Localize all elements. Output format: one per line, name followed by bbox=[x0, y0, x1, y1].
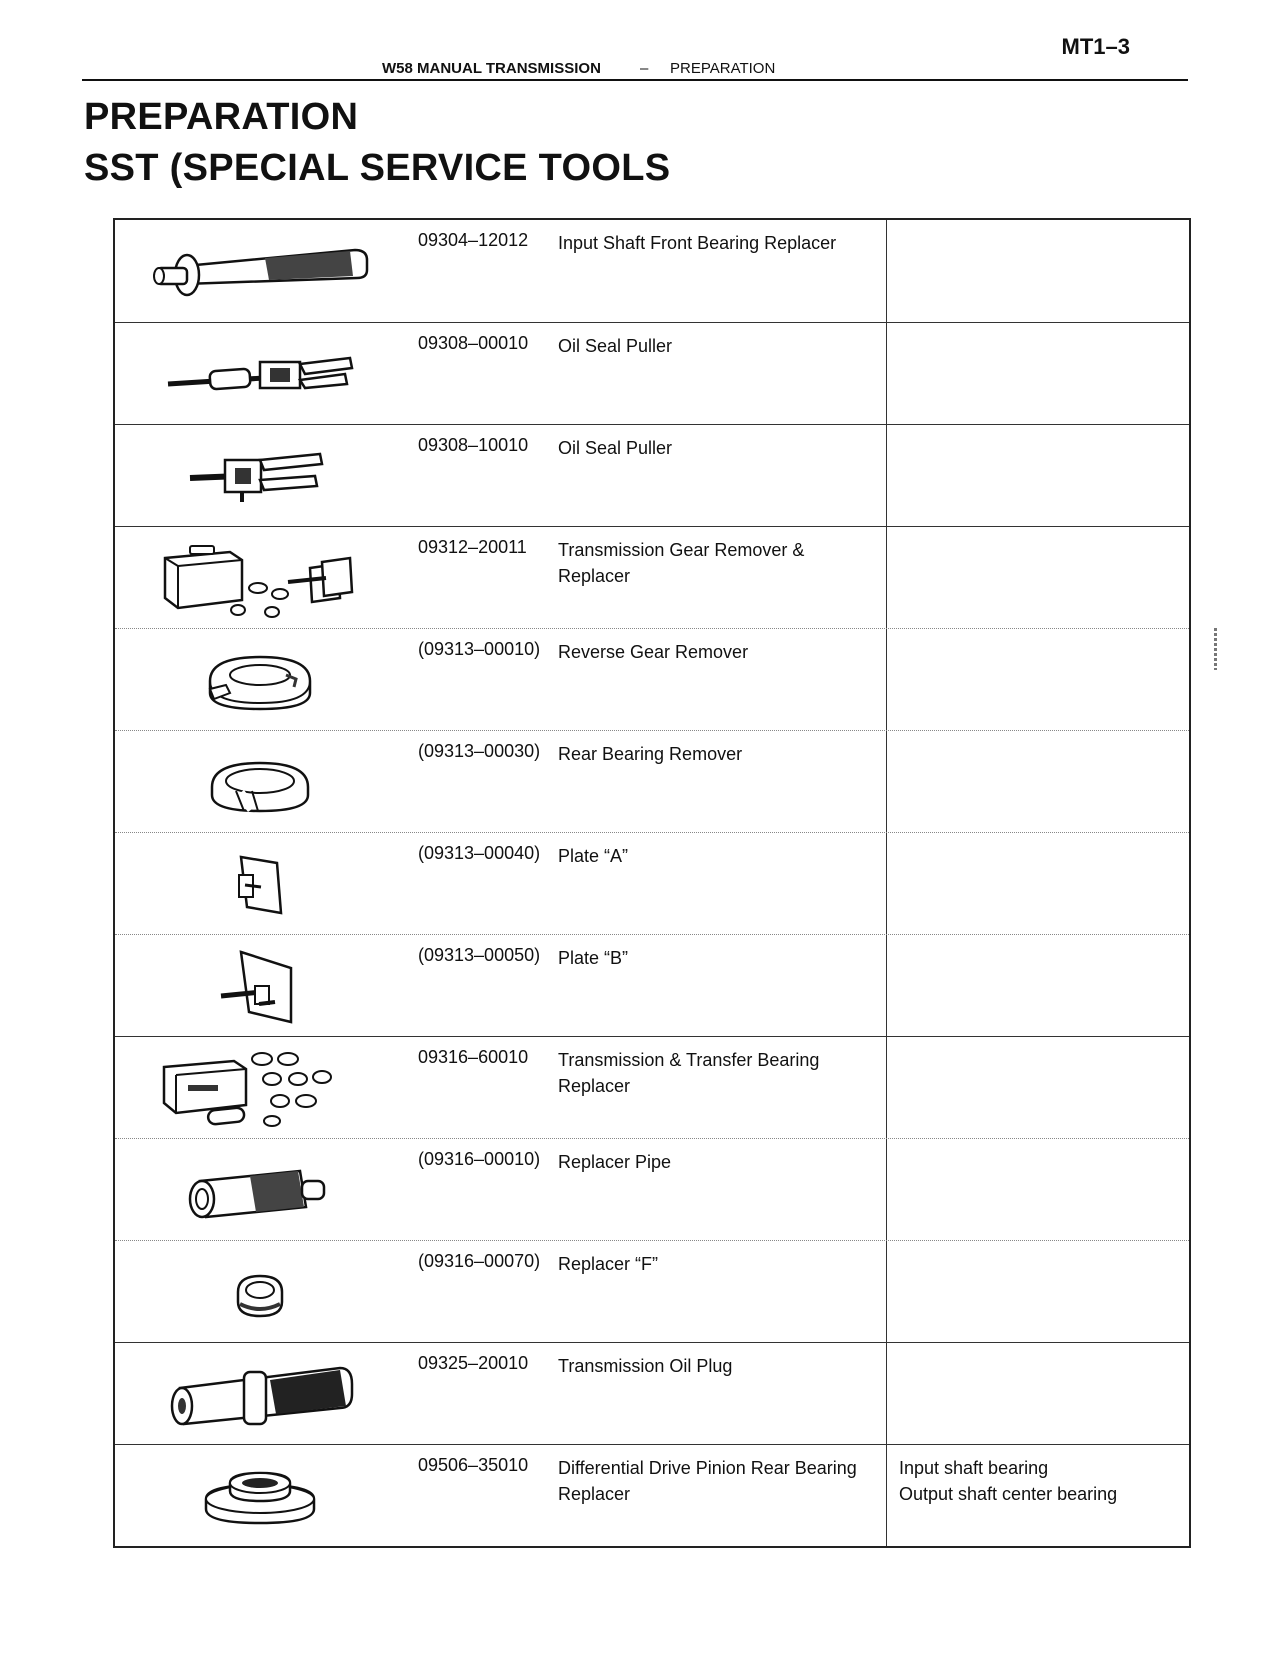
tool-row bbox=[115, 322, 1189, 424]
tool-row bbox=[115, 1444, 1189, 1546]
tool-note bbox=[886, 323, 1189, 424]
tool-name: Rear Bearing Remover bbox=[558, 744, 743, 764]
part-number: 09325–20010 bbox=[418, 1353, 529, 1373]
tool-illustration bbox=[115, 833, 405, 934]
part-number: (09313–00040) bbox=[418, 843, 541, 863]
tool-name: Differential Drive Pinion Rear Bearing Replacer bbox=[558, 1458, 857, 1504]
tool-name: Plate “A” bbox=[558, 846, 629, 866]
part-number: (09316–00070) bbox=[418, 1251, 541, 1271]
note-line: Input shaft bearing bbox=[899, 1458, 1049, 1478]
scan-margin-mark bbox=[1214, 628, 1217, 670]
tool-name: Transmission Gear Remover & Replacer bbox=[558, 540, 805, 586]
replacer-pipe-icon bbox=[180, 1155, 340, 1225]
tool-row bbox=[115, 832, 1189, 934]
part-number: 09316–60010 bbox=[418, 1047, 529, 1067]
tool-note bbox=[886, 1037, 1189, 1138]
tool-name: Transmission & Transfer Bearing Replacer bbox=[558, 1050, 820, 1096]
title-line-2: SST (SPECIAL SERVICE TOOLS bbox=[84, 147, 671, 189]
tool-row bbox=[115, 1036, 1189, 1138]
bearing-replacer-kit-icon bbox=[160, 1045, 360, 1131]
tool-illustration bbox=[115, 731, 405, 832]
part-number: (09313–00030) bbox=[418, 741, 541, 761]
tool-name: Oil Seal Puller bbox=[558, 336, 673, 356]
title-line-1: PREPARATION bbox=[84, 96, 359, 138]
page-title bbox=[84, 92, 670, 194]
running-header bbox=[0, 58, 1280, 80]
tool-illustration bbox=[115, 1241, 405, 1342]
part-number: 09308–00010 bbox=[418, 333, 529, 353]
oil-plug-icon bbox=[160, 1354, 360, 1434]
tool-row bbox=[115, 1342, 1189, 1444]
tool-row bbox=[115, 1138, 1189, 1240]
tool-note bbox=[886, 527, 1189, 628]
slide-hammer-puller-icon bbox=[160, 344, 360, 404]
tool-row bbox=[115, 424, 1189, 526]
tool-note bbox=[886, 220, 1189, 322]
bearing-remover-icon bbox=[200, 747, 320, 817]
plate-a-icon bbox=[225, 849, 295, 919]
tool-illustration bbox=[115, 629, 405, 730]
tool-row bbox=[115, 934, 1189, 1036]
tool-note bbox=[886, 935, 1189, 1036]
tool-illustration bbox=[115, 323, 405, 424]
tool-note bbox=[886, 425, 1189, 526]
tool-illustration bbox=[115, 1343, 405, 1444]
split-ring-remover-icon bbox=[200, 645, 320, 715]
note-line: Output shaft center bearing bbox=[899, 1484, 1118, 1504]
tool-row bbox=[115, 220, 1189, 322]
tool-row bbox=[115, 526, 1189, 628]
tool-name: Replacer “F” bbox=[558, 1254, 659, 1274]
puller-icon bbox=[180, 446, 340, 506]
header-separator: – bbox=[640, 60, 649, 77]
tool-illustration bbox=[115, 527, 405, 628]
part-number: 09308–10010 bbox=[418, 435, 529, 455]
tool-name: Plate “B” bbox=[558, 948, 629, 968]
shaft-replacer-icon bbox=[145, 236, 375, 306]
tool-illustration bbox=[115, 1037, 405, 1138]
pinion-bearing-replacer-icon bbox=[200, 1461, 320, 1531]
part-number: (09313–00010) bbox=[418, 639, 541, 659]
tool-name: Oil Seal Puller bbox=[558, 438, 673, 458]
header-rule bbox=[82, 79, 1188, 81]
tool-name: Transmission Oil Plug bbox=[558, 1356, 733, 1376]
tool-illustration bbox=[115, 935, 405, 1036]
part-number: (09313–00050) bbox=[418, 945, 541, 965]
header-manual-title: W58 MANUAL TRANSMISSION bbox=[382, 60, 601, 77]
part-number: 09506–35010 bbox=[418, 1455, 529, 1475]
tool-name: Reverse Gear Remover bbox=[558, 642, 749, 662]
tool-row bbox=[115, 1240, 1189, 1342]
tool-row bbox=[115, 730, 1189, 832]
tool-note bbox=[886, 1241, 1189, 1342]
tool-note bbox=[886, 1139, 1189, 1240]
tool-note bbox=[886, 629, 1189, 730]
part-number: (09316–00010) bbox=[418, 1149, 541, 1169]
page-number: MT1–3 bbox=[1061, 34, 1130, 59]
tool-illustration bbox=[115, 1445, 405, 1546]
sst-table bbox=[113, 218, 1191, 1548]
tool-note bbox=[886, 1445, 1189, 1546]
tool-name: Replacer Pipe bbox=[558, 1152, 672, 1172]
tool-illustration bbox=[115, 425, 405, 526]
part-number: 09304–12012 bbox=[418, 230, 529, 250]
replacer-f-icon bbox=[230, 1262, 290, 1322]
tool-note bbox=[886, 1343, 1189, 1444]
tool-name: Input Shaft Front Bearing Replacer bbox=[558, 233, 837, 253]
tool-note bbox=[886, 833, 1189, 934]
tool-illustration bbox=[115, 1139, 405, 1240]
part-number: 09312–20011 bbox=[418, 537, 527, 557]
plate-b-icon bbox=[215, 946, 305, 1026]
tool-kit-box-icon bbox=[160, 538, 360, 618]
tool-illustration bbox=[115, 220, 405, 322]
header-section-title: PREPARATION bbox=[670, 60, 776, 77]
tool-row bbox=[115, 628, 1189, 730]
tool-note bbox=[886, 731, 1189, 832]
